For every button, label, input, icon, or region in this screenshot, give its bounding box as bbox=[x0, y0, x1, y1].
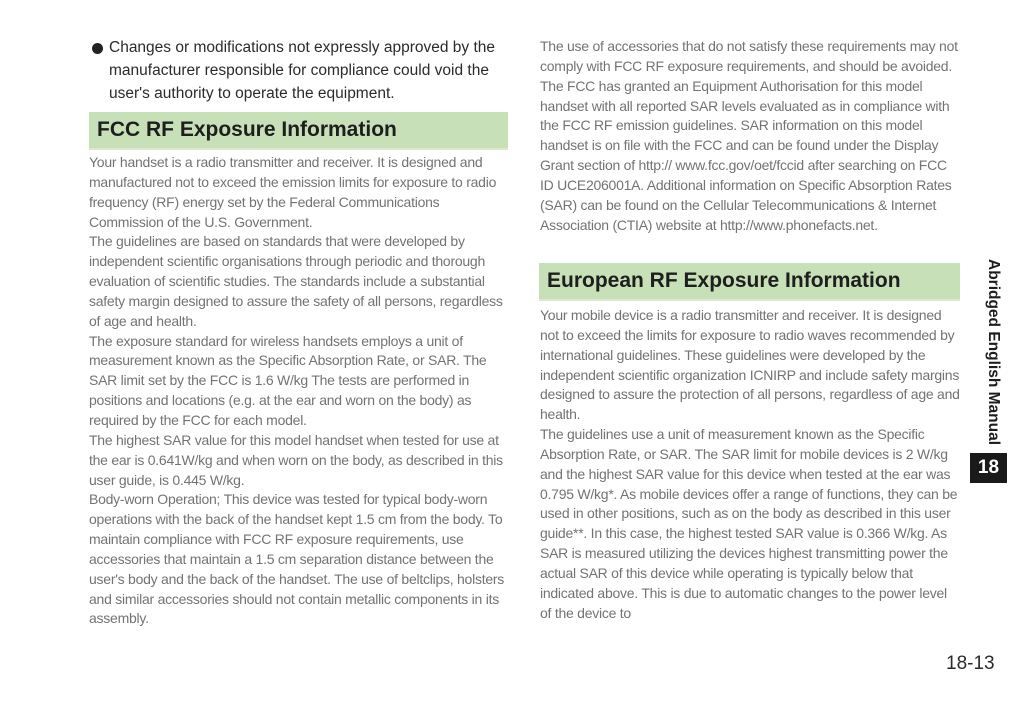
fcc-paragraph-1: Your handset is a radio transmitter and receiver. It is designed and manufactured not to exceed the emission limits for exposure to radio frequency (RF) energy set by the Federal Communications Commission of the U.S. Government. bbox=[89, 154, 497, 230]
european-paragraph-2: The guidelines use a unit of measurement known as the Specific Absorption Rate, or SAR. The SAR limit for mobile devices is 2 W/kg and the highest SAR value for this device when tested at the ear was 0.795 W/kg*. As mobile devices offer a range of functions, they can be used in other positions, such as on the body as described in this user guide**. In this case, the highest tested SAR value is 0.366 W/kg. As SAR is measured utilizing the devices highest transmitting power the actual SAR of this device while operating is typically below that indicated above. This is due to automatic changes to the power level of the device to bbox=[540, 426, 958, 621]
bullet-text: Changes or modifications not expressly approved by the manufacturer responsible for compliance could void the user's authority to operate the equipment. bbox=[109, 39, 495, 102]
fcc-paragraph-2: The guidelines are based on standards that were developed by independent scientific organisations through periodic and thorough evaluation of scientific studies. The standards include a substantial safety margin designed to assure the safety of all persons, regardless of age and health. bbox=[89, 233, 503, 329]
european-body-text bbox=[540, 306, 961, 624]
chapter-badge: 18 bbox=[970, 453, 1007, 483]
fcc-paragraph-4: The highest SAR value for this model handset when tested for use at the ear is 0.641W/kg and when worn on the body, as described in this user guide, is 0.445 W/kg. bbox=[89, 431, 503, 488]
fcc-section-heading: FCC RF Exposure Information bbox=[89, 112, 508, 150]
fcc-continued-paragraph: The use of accessories that do not satisfy these requirements may not comply with FCC RF exposure requirements, and should be avoided. The FCC has granted an Equipment Authorisation for this model handset with all reported SAR levels evaluated as in compliance with the FCC RF emission guidelines. SAR information on this model handset is on file with the FCC and can be found under the Display Grant section of http:// www.fcc.gov/oet/fccid after searching on FCC ID UCE206001A. Additional information on Specific Absorption Rates (SAR) can be found on the Cellular Telecommunications & Internet Association (CTIA) website at http://www.phonefacts.net. bbox=[540, 38, 958, 233]
fcc-paragraph-3: The exposure standard for wireless handsets employs a unit of measurement known as the Specific Absorption Rate, or SAR. The SAR limit set by the FCC is 1.6 W/kg The tests are performed in positions and locations (e.g. at the ear and worn on the body) as required by the FCC for each model. bbox=[89, 332, 487, 428]
fcc-body-text bbox=[89, 153, 509, 629]
bullet-icon bbox=[92, 43, 103, 54]
bullet-block bbox=[92, 36, 507, 105]
european-section-heading: European RF Exposure Information bbox=[539, 263, 960, 301]
european-paragraph-1: Your mobile device is a radio transmitter and receiver. It is designed not to exceed the limits for exposure to radio waves recommended by international guidelines. These guidelines were developed by the independent scientific organization ICNIRP and include safety margins designed to assure the protection of all persons, regardless of age and health. bbox=[540, 307, 960, 423]
fcc-continued-text bbox=[540, 37, 961, 235]
page-number: 18-13 bbox=[946, 653, 995, 674]
fcc-paragraph-5: Body-worn Operation; This device was tested for typical body-worn operations with the back of the handset kept 1.5 cm from the body. To maintain compliance with FCC RF exposure requirements, use accessories that maintain a 1.5 cm separation distance between the user's body and the back of the handset. The use of beltclips, holsters and similar accessories should not contain metallic components in its assembly. bbox=[89, 491, 505, 627]
side-tab-label: Abridged English Manual bbox=[985, 259, 1002, 446]
